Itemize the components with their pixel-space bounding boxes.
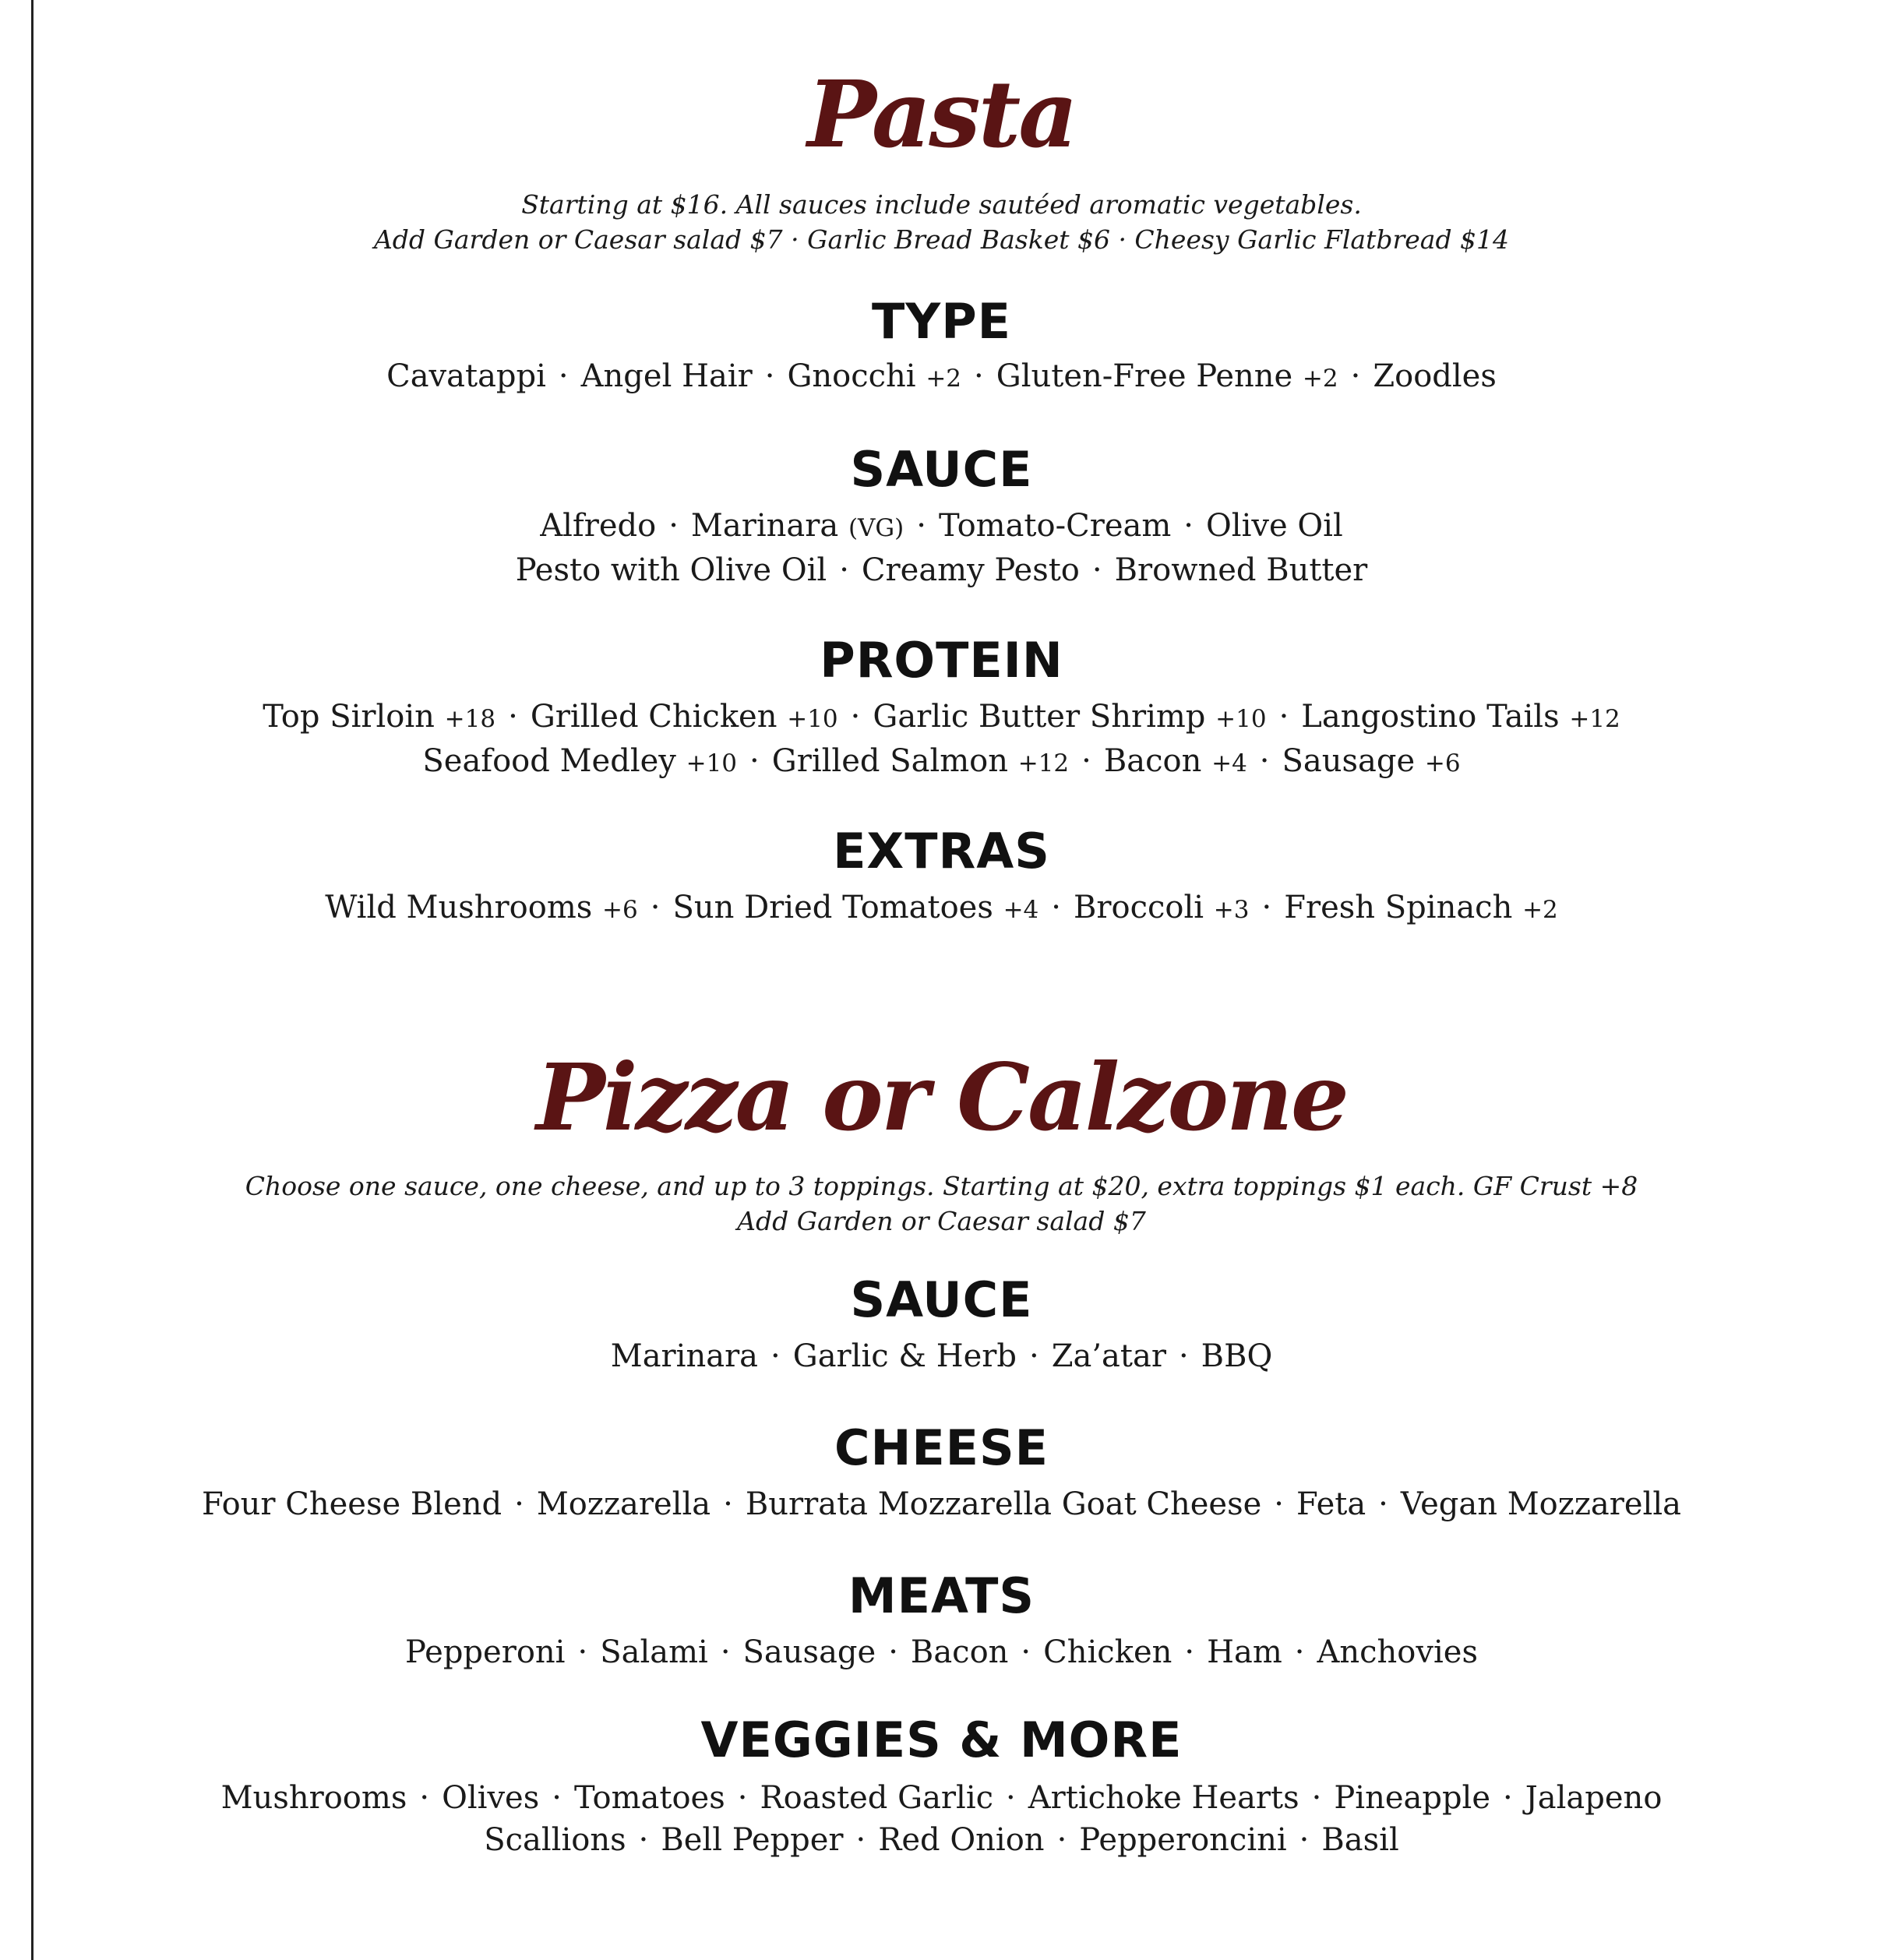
option-name: Sausage [1282, 743, 1416, 779]
menu-option [1079, 1822, 1286, 1858]
menu-option [862, 552, 1080, 588]
dot-separator: · [1378, 1486, 1388, 1522]
pizza-section-sauce [0, 1271, 1883, 1377]
dot-separator: · [916, 508, 926, 544]
menu-option [202, 1486, 502, 1522]
option-name: Pepperoni [405, 1634, 566, 1670]
pizza-section-veggies [0, 1711, 1883, 1861]
option-name: Broccoli [1074, 890, 1204, 925]
option-line [0, 1819, 1883, 1861]
pasta-section-sauce [0, 441, 1883, 591]
pasta-section-extras [0, 823, 1883, 931]
dot-separator: · [839, 552, 849, 588]
menu-option [442, 1780, 539, 1816]
option-name: Scallions [484, 1822, 626, 1858]
section-heading: EXTRAS [833, 823, 1050, 880]
option-name: Creamy Pesto [861, 552, 1080, 588]
menu-option [1028, 1780, 1299, 1816]
dot-separator: · [1350, 358, 1361, 394]
menu-option [574, 1780, 725, 1816]
menu-option [1043, 1634, 1172, 1670]
menu-option [1282, 743, 1461, 779]
menu-option [691, 508, 904, 544]
option-name: Feta [1296, 1486, 1366, 1522]
dot-separator: · [749, 743, 760, 779]
option-name: Anchovies [1317, 1634, 1478, 1670]
option-name: Red Onion [878, 1822, 1045, 1858]
dot-separator: · [1259, 743, 1270, 779]
dot-separator: · [558, 358, 569, 394]
option-name: Mushrooms [220, 1780, 407, 1816]
menu-option [787, 358, 961, 394]
dot-separator: · [737, 1780, 748, 1816]
menu-option [1317, 1634, 1477, 1670]
option-name: Marinara [610, 1338, 759, 1374]
option-name: Garlic & Herb [792, 1338, 1017, 1374]
menu-option [743, 1634, 876, 1670]
option-upcharge: +4 [1211, 749, 1247, 777]
section-heading: CHEESE [834, 1419, 1049, 1476]
option-name: Bell Pepper [661, 1822, 844, 1858]
option-name: Roasted Garlic [760, 1780, 994, 1816]
menu-option [516, 552, 827, 588]
option-line [0, 1777, 1883, 1819]
option-name: Grilled Salmon [771, 743, 1009, 779]
dot-separator: · [514, 1486, 524, 1522]
dot-separator: · [974, 358, 984, 394]
menu-option [611, 1338, 758, 1374]
option-name: Za’atar [1051, 1338, 1166, 1374]
option-name: Olive Oil [1206, 508, 1343, 544]
dot-separator: · [1178, 1338, 1189, 1374]
option-line [0, 1335, 1883, 1377]
option-name: Pesto with Olive Oil [515, 552, 827, 588]
option-name: BBQ [1201, 1338, 1273, 1374]
dot-separator: · [577, 1634, 588, 1670]
menu-option [1321, 1822, 1398, 1858]
menu-option [1104, 743, 1247, 779]
menu-option [1206, 508, 1343, 544]
dot-separator: · [650, 890, 661, 925]
menu-option [1207, 1634, 1282, 1670]
dot-separator: · [1294, 1634, 1305, 1670]
option-name: Jalapeno [1525, 1780, 1663, 1816]
option-line [0, 355, 1883, 400]
section-heading: TYPE [872, 293, 1011, 350]
pasta-section-type [0, 293, 1883, 400]
menu-option [996, 358, 1338, 394]
menu-option [873, 699, 1266, 735]
option-name: Olives [442, 1780, 540, 1816]
menu-option [1115, 552, 1368, 588]
dot-separator: · [1021, 1634, 1031, 1670]
pizza-title: Pizza or Calzone [536, 1043, 1347, 1151]
pizza-notes [0, 1169, 1883, 1239]
menu-option [1052, 1338, 1166, 1374]
option-upcharge: +10 [1215, 705, 1267, 733]
menu-option [1284, 890, 1558, 925]
dot-separator: · [723, 1486, 733, 1522]
pizza-section-cheese [0, 1419, 1883, 1525]
option-line [0, 1483, 1883, 1525]
option-name: Zoodles [1373, 358, 1497, 394]
option-upcharge: +3 [1213, 896, 1250, 924]
dot-separator: · [1274, 1486, 1284, 1522]
section-heading: SAUCE [850, 1271, 1033, 1328]
dot-separator: · [764, 358, 775, 394]
option-name: Gnocchi [787, 358, 916, 394]
dot-separator: · [552, 1780, 562, 1816]
option-name: Tomatoes [573, 1780, 725, 1816]
menu-option [263, 699, 495, 735]
menu-option [793, 1338, 1017, 1374]
menu-option [386, 358, 546, 394]
option-name: Garlic Butter Shrimp [873, 699, 1206, 735]
menu-option [221, 1780, 407, 1816]
pasta-title: Pasta [807, 60, 1076, 168]
menu-option [911, 1634, 1009, 1670]
option-name: Artichoke Hearts [1028, 1780, 1299, 1816]
option-name: Grilled Chicken [530, 699, 778, 735]
option-name: Bacon [1103, 743, 1202, 779]
section-heading: VEGGIES & MORE [700, 1711, 1183, 1768]
menu-option [1296, 1486, 1366, 1522]
dot-separator: · [855, 1822, 866, 1858]
option-name: Top Sirloin [263, 699, 435, 735]
option-name: Gluten-Free Penne [996, 358, 1293, 394]
menu-option [772, 743, 1069, 779]
dot-separator: · [1311, 1780, 1322, 1816]
menu-option [760, 1780, 993, 1816]
menu-option [484, 1822, 626, 1858]
option-name: Tomato-Cream [939, 508, 1172, 544]
menu-option [878, 1822, 1044, 1858]
pizza-title-wrap [0, 1043, 1883, 1151]
option-name: Angel Hair [580, 358, 753, 394]
menu-option [746, 1486, 1261, 1522]
option-name: Salami [600, 1634, 708, 1670]
option-name: Browned Butter [1114, 552, 1368, 588]
dot-separator: · [1278, 699, 1289, 735]
menu-option [939, 508, 1171, 544]
option-name: Langostino Tails [1301, 699, 1560, 735]
menu-option [531, 699, 838, 735]
dot-separator: · [850, 699, 861, 735]
option-line [0, 1631, 1883, 1673]
option-name: Pepperoncini [1079, 1822, 1287, 1858]
option-name: Marinara [690, 508, 839, 544]
option-upcharge: +12 [1017, 749, 1070, 777]
dot-separator: · [770, 1338, 781, 1374]
menu-option [537, 1486, 711, 1522]
dot-separator: · [1261, 890, 1272, 925]
option-upcharge: +12 [1569, 705, 1620, 733]
menu-option [1525, 1780, 1663, 1816]
menu-option [581, 358, 753, 394]
option-upcharge: +10 [686, 749, 738, 777]
option-name: Cavatappi [386, 358, 546, 394]
option-name: Bacon [910, 1634, 1009, 1670]
option-name: Chicken [1043, 1634, 1172, 1670]
menu-option [600, 1634, 708, 1670]
option-name: Basil [1321, 1822, 1399, 1858]
dot-separator: · [888, 1634, 898, 1670]
menu-option [1334, 1780, 1490, 1816]
section-heading: MEATS [848, 1567, 1035, 1624]
pasta-section-protein [0, 632, 1883, 784]
menu-option [672, 890, 1038, 925]
section-heading: SAUCE [850, 441, 1033, 498]
pasta-note: Add Garden or Caesar salad $7 · Garlic Bread Basket $6 · Cheesy Garlic Flatbread $14 [373, 224, 1510, 255]
dot-separator: · [1056, 1822, 1067, 1858]
menu-option [1373, 358, 1497, 394]
option-upcharge: +2 [926, 365, 962, 393]
section-heading: PROTEIN [820, 632, 1063, 689]
pizza-section-meats [0, 1567, 1883, 1673]
pasta-notes [0, 187, 1883, 257]
dot-separator: · [1183, 508, 1194, 544]
pasta-title-wrap [0, 60, 1883, 168]
menu-option [540, 508, 656, 544]
option-name: Sausage [742, 1634, 876, 1670]
option-name: Sun Dried Tomatoes [672, 890, 993, 925]
option-name: Fresh Spinach [1284, 890, 1513, 925]
menu-option [661, 1822, 843, 1858]
option-name: Alfredo [540, 508, 657, 544]
option-line [0, 505, 1883, 549]
option-upcharge: +10 [787, 705, 838, 733]
dot-separator: · [668, 508, 679, 544]
option-line [0, 887, 1883, 931]
option-name: Burrata Mozzarella Goat Cheese [745, 1486, 1262, 1522]
menu-option [1301, 699, 1620, 735]
option-name: Pineapple [1334, 1780, 1491, 1816]
menu-option [422, 743, 737, 779]
option-upcharge: +6 [602, 896, 638, 924]
option-upcharge: +2 [1302, 365, 1338, 393]
dot-separator: · [419, 1780, 430, 1816]
option-upcharge: +4 [1003, 896, 1039, 924]
option-name: Seafood Medley [422, 743, 676, 779]
dot-separator: · [1503, 1780, 1513, 1816]
menu-option [1401, 1486, 1681, 1522]
dot-separator: · [720, 1634, 731, 1670]
menu-option [1201, 1338, 1273, 1374]
dot-separator: · [1091, 552, 1102, 588]
option-name: Ham [1207, 1634, 1282, 1670]
dot-separator: · [1028, 1338, 1039, 1374]
option-upcharge: +6 [1424, 749, 1461, 777]
option-name: Wild Mushrooms [325, 890, 593, 925]
option-upcharge: +18 [444, 705, 496, 733]
pizza-note: Choose one sauce, one cheese, and up to 3 toppings. Starting at $20, extra toppings $1 each. GF Crust +8 [245, 1171, 1638, 1201]
pasta-note: Starting at $16. All sauces include sautéed aromatic vegetables. [521, 189, 1362, 220]
option-name: Four Cheese Blend [202, 1486, 502, 1522]
dot-separator: · [1081, 743, 1091, 779]
option-line [0, 696, 1883, 740]
option-name: Vegan Mozzarella [1400, 1486, 1681, 1522]
dot-separator: · [1006, 1780, 1016, 1816]
dot-separator: · [1299, 1822, 1310, 1858]
option-name: Mozzarella [536, 1486, 711, 1522]
menu-option [405, 1634, 565, 1670]
dot-separator: · [638, 1822, 649, 1858]
menu-option [1074, 890, 1250, 925]
option-line [0, 740, 1883, 784]
option-upcharge: +2 [1522, 896, 1558, 924]
option-upcharge: (VG) [848, 514, 904, 542]
dot-separator: · [508, 699, 518, 735]
pizza-note: Add Garden or Caesar salad $7 [737, 1206, 1146, 1236]
menu-option [325, 890, 638, 925]
option-line [0, 549, 1883, 591]
dot-separator: · [1184, 1634, 1195, 1670]
dot-separator: · [1051, 890, 1061, 925]
